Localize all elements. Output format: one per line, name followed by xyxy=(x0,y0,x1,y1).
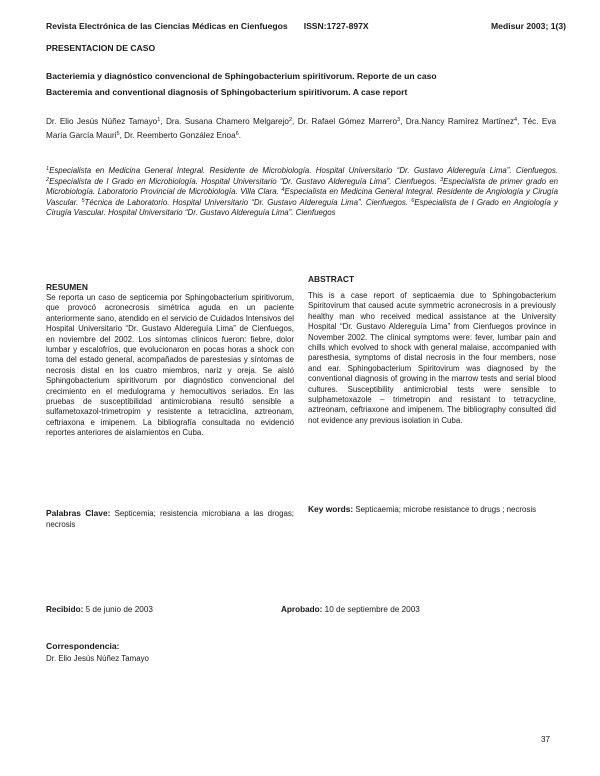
author-4: Dra.Nancy Ramírez Martínez$^4$, xyxy=(405,117,523,126)
affiliation-5: $^5$Técnica de Laboratorio. Hospital Universitario “Dr. Gustavo Aldereguía Lima”. Cienfuegos. xyxy=(81,197,412,207)
page-number: 37 xyxy=(541,735,551,744)
keywords-english xyxy=(308,504,556,515)
author-6: Dr. Reemberto González Enoa$^6$. xyxy=(124,131,241,140)
issn: ISSN:1727-897X xyxy=(303,21,369,31)
author-list xyxy=(46,115,556,143)
abstract-body: This is a case report of septicaemia due to Sphingobacterium Spiritovirum that caused acute symmetric acronecrosis in a previously healthy man who received medical assistance at the University Hospital “Dr. Gustavo Aldereguía Lima” from Cienfuegos province in November 2002. The clinical symptoms were: fever, lumbar pain and chills which evolved to shock with general malaise, accompanied with paresthesia, symptoms of distal necrosis in the four members, nose and ear. Sphingobacterium Spiritovirum was diagnosed by the conventional diagnosis of growing in the marrow tests and serial blood cultures. Susceptibility antimicrobial tests were sensible to sulphametoxazole – trimetropin and resistant to tetracycline, aztreonam, ceftriaxone and imipenem. The bibliography consulted did not evidence any previous isolation in Cuba. xyxy=(308,291,556,425)
author-2: Dra. Susana Chamero Melgarejo$^2$, xyxy=(165,117,298,126)
approved-value: 10 de septiembre de 2003 xyxy=(324,605,420,614)
journal-name: Revista Electrónica de las Ciencias Médicas en Cienfuegos xyxy=(46,21,288,31)
approved-label: Aprobado: xyxy=(281,605,323,614)
keywords-spanish xyxy=(46,508,294,530)
keywords-english-label: Key words: xyxy=(308,504,354,514)
title-spanish: Bacteriemia y diagnóstico convencional de Sphingobacterium spiritivorum. Reporte de un caso xyxy=(46,71,437,81)
abstract-heading: ABSTRACT xyxy=(308,274,355,284)
author-3: Dr. Rafael Gómez Marrero$^3$, xyxy=(297,117,406,126)
received-value: 5 de junio de 2003 xyxy=(85,605,153,614)
volume-info: Medisur 2003; 1(3) xyxy=(491,21,566,31)
affiliation-4: $^4$Especialista en Medicina General Integral. Residente de Angiología y Cirugía Vascular. xyxy=(46,187,558,207)
running-header xyxy=(46,21,566,31)
keywords-spanish-label: Palabras Clave: xyxy=(46,508,111,518)
affiliations xyxy=(46,166,558,219)
approved-date xyxy=(281,605,420,614)
received-date xyxy=(46,605,153,614)
author-5: Téc. Eva María García Mauri$^5$, xyxy=(46,117,556,140)
title-english: Bacteremia and conventional diagnosis of Sphingobacterium spiritivorum. A case report xyxy=(46,87,408,97)
correspondence-heading: Correspondencia: xyxy=(46,641,120,651)
affiliation-1: $^1$Especialista en Medicina General Integral. Residente de Microbiología. Hospital Universitario “Dr. Gustavo Aldereguía Lima”. Cienfuegos. xyxy=(46,166,558,175)
received-label: Recibido: xyxy=(46,605,84,614)
affiliation-3: $^3$Especialista de primer grado en Microbiología. Laboratorio Provincial de Microbiología. Villa Clara. xyxy=(46,176,558,197)
correspondence-name: Dr. Elio Jesús Núñez Tamayo xyxy=(46,654,149,663)
affiliation-2: $^2$Especialista de I Grado en Microbiología. Hospital Universitario “Dr. Gustavo Aldereguía Lima”. Cienfuegos. xyxy=(46,176,440,186)
keywords-spanish-text: Septicemia; resistencia microbiana a las drogas; necrosis xyxy=(46,509,294,529)
resumen-heading: RESUMEN xyxy=(46,282,88,292)
keywords-english-text: Septicaemia; microbe resistance to drugs ; necrosis xyxy=(355,505,537,514)
author-1: Dr. Elio Jesús Núñez Tamayo$^1$, xyxy=(46,117,166,126)
section-type: PRESENTACION DE CASO xyxy=(46,43,156,53)
affiliation-6: $^6$Especialista de I Grado en Angiología y Cirugía Vascular. Hospital Universitario “Dr. Gustavo Aldereguía Lima”. Cienfuegos xyxy=(46,197,558,218)
resumen-body: Se reporta un caso de septicemia por Sphingobacterium spiritivorum, que provocó acronecrosis simétrica aguda en un paciente anteriormente sano, atendido en el servicio de Cuidados Intensivos del Hospital Universitario “Dr. Gustavo Aldereguía Lima” de Cienfuegos, en noviembre del 2002. Los síntomas clínicos fueron: fiebre, dolor lumbar y escalofríos, que evolucionaron en pocas horas a shock con toma del estado general, acompañados de parestesias y síntomas de necrosis distal en los cuatro miembros, nariz y oreja. Se aisló Sphingobacterium spiritivorum por diagnóstico convencional del crecimiento en el medulograma y hemocultivos seriados. En las pruebas de susceptibilidad antimicrobiana resultó sensible a sulfametoxazol-trimetropim y resistente a tetraciclina, aztreonam, ceftriaxona e imipenem. La bibliografía consultada no evidenció reportes anteriores de aislamientos en Cuba. xyxy=(46,293,294,438)
